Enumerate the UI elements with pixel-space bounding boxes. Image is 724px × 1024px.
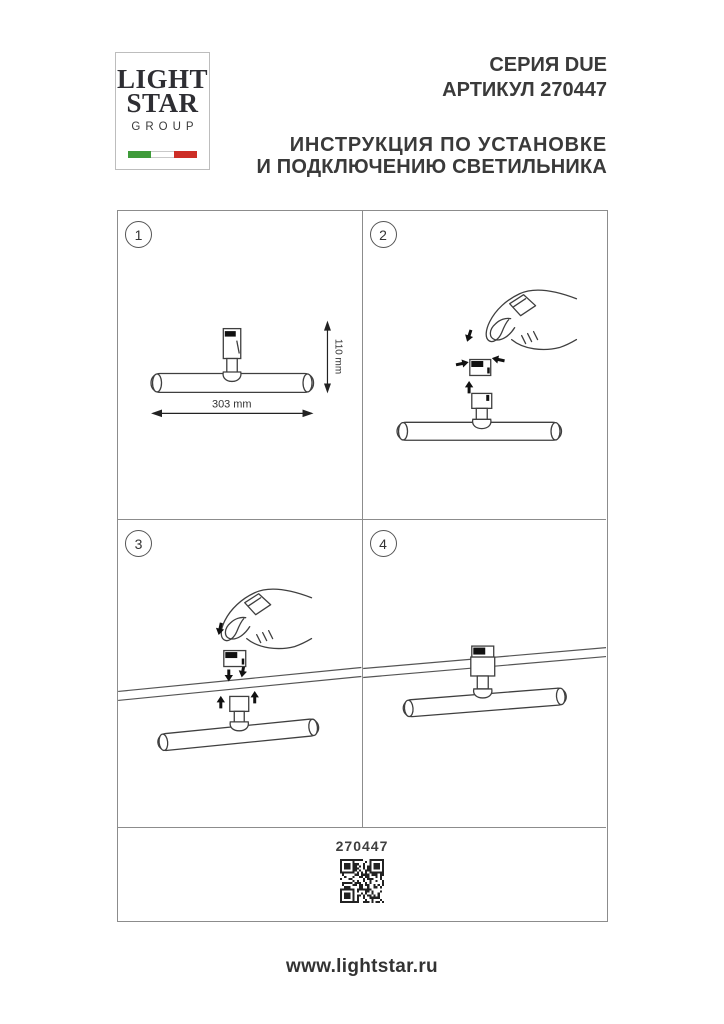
article-number: 270447: [335, 838, 389, 854]
hand-icon: [221, 589, 311, 648]
step-1-number: 1: [134, 226, 143, 243]
step-2-number: 2: [379, 226, 387, 243]
step-4-illustration: [363, 520, 607, 827]
logo-text-star: STAR: [126, 88, 199, 118]
flag-green-stripe: [128, 151, 151, 158]
step-4-number: 4: [379, 535, 387, 552]
logo-text-group: GROUP: [131, 121, 199, 133]
fixture-head: [230, 696, 249, 711]
hand-icon: [486, 290, 576, 349]
step-1-illustration: [118, 211, 362, 519]
adapter-contact: [471, 361, 483, 367]
step-3-panel: [118, 520, 363, 828]
step-2-number-badge: [370, 221, 397, 248]
step-1-number-badge: [125, 221, 152, 248]
tube-left-cap: [153, 374, 162, 392]
fixture-joint: [473, 689, 491, 698]
width-dimension-label: 303 mm: [211, 398, 252, 411]
adapter-contact: [225, 331, 236, 336]
series-label: СЕРИЯ DUE: [489, 54, 607, 76]
step-2-illustration: [363, 211, 607, 519]
instruction-title-line1: ИНСТРУКЦИЯ ПО УСТАНОВКЕ: [289, 134, 607, 156]
step-4-panel: [363, 520, 607, 828]
step-3-illustration: [118, 520, 362, 827]
fixture-head: [470, 657, 494, 676]
step-2-panel: [363, 211, 607, 520]
qr-code: [340, 859, 384, 903]
article-qr-panel: [118, 828, 606, 919]
lightstar-logo: [115, 52, 210, 170]
step-1-panel: [118, 211, 363, 520]
height-dimension-label: 110 mm: [332, 338, 344, 375]
instruction-steps-grid: [117, 210, 608, 922]
website-url: www.lightstar.ru: [286, 956, 438, 977]
article-label: АРТИКУЛ 270447: [442, 79, 607, 101]
step-3-number: 3: [134, 535, 143, 552]
header: [256, 53, 607, 178]
italy-flag-icon: [128, 151, 198, 158]
fixture-joint: [223, 372, 241, 381]
fixture-joint: [472, 419, 490, 428]
flag-red-stripe: [174, 151, 197, 158]
step-3-number-badge: [125, 530, 152, 557]
website-footer: [0, 956, 724, 978]
adapter-contact: [473, 648, 485, 655]
tube-right-cap: [303, 374, 312, 392]
step-4-number-badge: [370, 530, 397, 557]
fixture-stem: [227, 359, 237, 374]
logo-text-light: LIGHT: [116, 64, 209, 94]
fixture-stem: [477, 676, 488, 689]
fixture-joint: [230, 722, 248, 731]
instruction-title-line2: И ПОДКЛЮЧЕНИЮ СВЕТИЛЬНИКА: [256, 156, 607, 178]
adapter-contact: [225, 652, 237, 658]
flag-white-stripe: [151, 151, 174, 158]
